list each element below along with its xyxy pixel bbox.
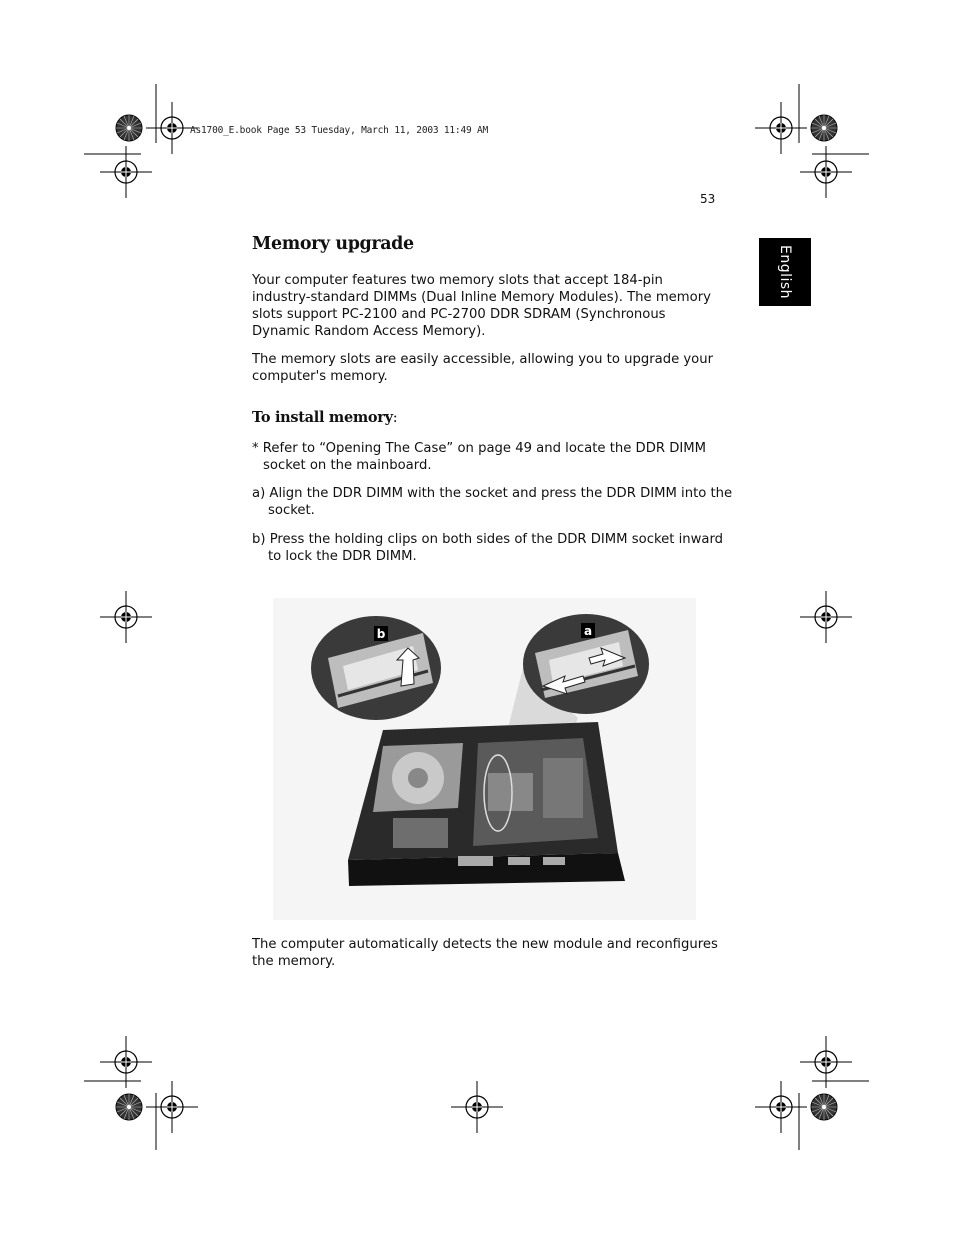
- step-b: b) Press the holding clips on both sides of the DDR DIMM socket inward to lock the DDR DIMM.: [252, 532, 724, 564]
- section-heading: [252, 409, 722, 427]
- intro-paragraph-1: Your computer features two memory slots that accept 184-pin industry-standard DIMMs (Dual Inline Memory Modules). The memory slots support PC-2100 and PC-2700 DDR SDRAM (Synchronous Dynamic Random Access Memory).: [252, 273, 711, 339]
- book-header-line: As1700_E.book Page 53 Tuesday, March 11, 2003 11:49 AM: [190, 125, 489, 136]
- section-heading-text: To install memory: [252, 409, 393, 426]
- step-a: a) Align the DDR DIMM with the socket and press the DDR DIMM into the socket.: [252, 486, 733, 518]
- closing-paragraph: The computer automatically detects the new module and reconfigures the memory.: [252, 937, 718, 969]
- step-note: * Refer to “Opening The Case” on page 49 and locate the DDR DIMM socket on the mainboard.: [252, 441, 707, 473]
- figure-callout-b: b: [376, 627, 386, 641]
- memory-installation-figure: [273, 598, 696, 920]
- language-tab: [759, 238, 811, 306]
- page-title: Memory upgrade: [252, 234, 414, 254]
- intro-paragraph-2: The memory slots are easily accessible, allowing you to upgrade your computer's memory.: [252, 352, 714, 384]
- section-heading-colon: :: [392, 410, 398, 426]
- page-number: 53: [700, 192, 716, 206]
- figure-callout-a: a: [583, 624, 593, 638]
- language-tab-label: English: [777, 244, 793, 300]
